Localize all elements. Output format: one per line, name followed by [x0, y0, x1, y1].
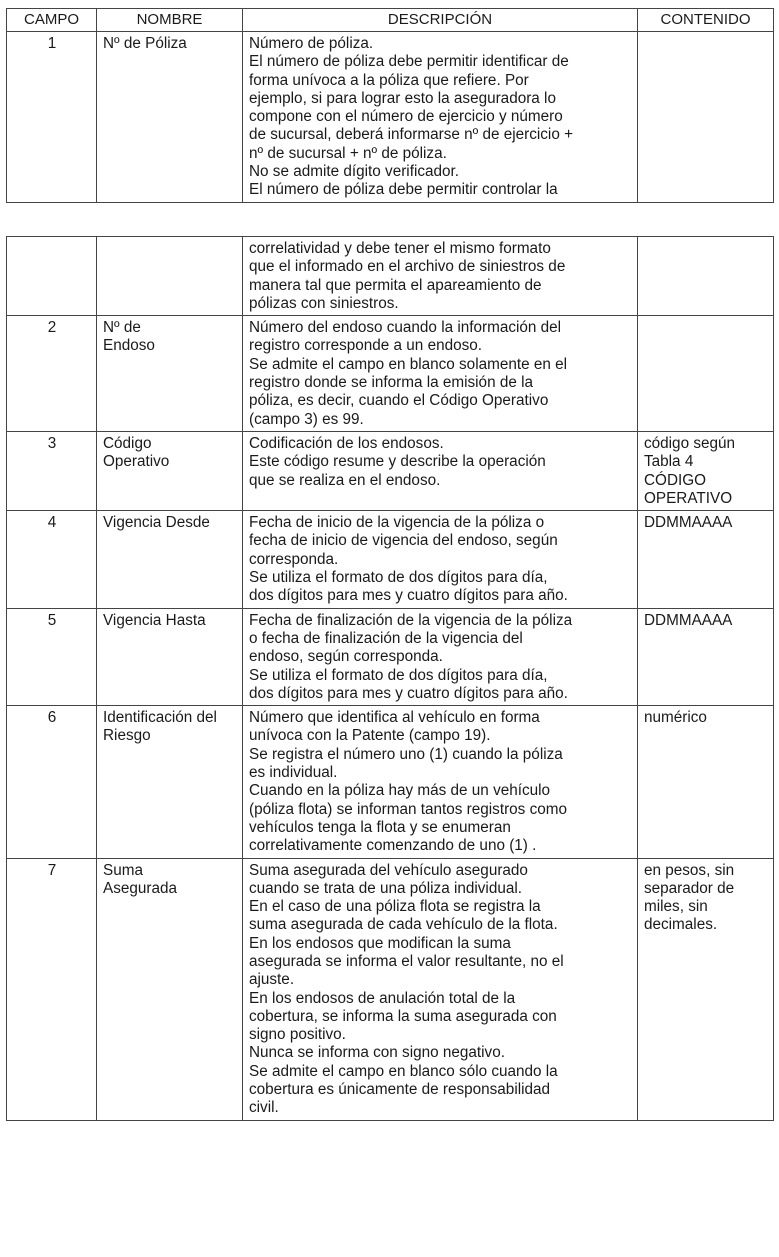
contenido-cell: [638, 316, 774, 432]
table-row: [7, 237, 774, 316]
descripcion-line: endoso, según corresponda.: [249, 648, 443, 666]
descripcion-line: corresponda.: [249, 550, 339, 568]
campo-cell: 1: [7, 32, 97, 203]
descripcion-line: correlativamente comenzando de uno (1) .: [249, 837, 537, 855]
descripcion-line: Se utiliza el formato de dos dígitos para día,: [249, 666, 548, 684]
descripcion-line: Número de póliza.: [249, 35, 374, 52]
descripcion-line: unívoca con la Patente (campo 19).: [249, 727, 491, 745]
campo-cell: [7, 237, 97, 316]
descripcion-line: Este código resume y describe la operación: [249, 453, 546, 471]
nombre-line: Vigencia Desde: [103, 514, 210, 532]
descripcion-line: correlatividad y debe tener el mismo formato: [249, 240, 551, 257]
nombre-cell: [97, 316, 243, 432]
descripcion-line: ajuste.: [249, 971, 295, 989]
nombre-line: Identificación del: [103, 709, 217, 727]
descripcion-line: En el caso de una póliza flota se registra la: [249, 898, 541, 916]
fields-table-part-1: [6, 8, 774, 203]
contenido-line: numérico: [644, 709, 707, 727]
contenido-line: código según: [644, 434, 736, 452]
contenido-cell: [638, 511, 774, 608]
campo-cell: 2: [7, 316, 97, 432]
descripcion-line: cuando se trata de una póliza individual.: [249, 879, 522, 897]
descripcion-line: Se utiliza el formato de dos dígitos para día,: [249, 569, 548, 587]
descripcion-line: manera tal que permita el apareamiento de: [249, 276, 542, 294]
descripcion-cell: [243, 511, 638, 608]
header-nombre: NOMBRE: [97, 9, 243, 32]
descripcion-line: signo positivo.: [249, 1026, 346, 1044]
descripcion-line: o fecha de finalización de la vigencia del: [249, 629, 523, 647]
contenido-line: miles, sin: [644, 898, 708, 916]
campo-cell: 4: [7, 511, 97, 608]
table-row: [7, 431, 774, 510]
descripcion-line: Fecha de inicio de la vigencia de la póliza o: [249, 514, 545, 532]
descripcion-line: civil.: [249, 1099, 279, 1117]
descripcion-line: Número que identifica al vehículo en forma: [249, 709, 540, 727]
descripcion-line: que el informado en el archivo de siniestros de: [249, 258, 566, 276]
descripcion-line: En los endosos que modifican la suma: [249, 934, 511, 952]
descripcion-line: registro corresponde a un endoso.: [249, 337, 483, 355]
descripcion-cell: [243, 316, 638, 432]
campo-cell: 3: [7, 431, 97, 510]
contenido-line: decimales.: [644, 916, 718, 934]
contenido-line: Tabla 4: [644, 453, 694, 471]
nombre-line: Nº de Póliza: [103, 35, 187, 52]
descripcion-cell: [243, 858, 638, 1120]
nombre-line: Nº de: [103, 319, 141, 337]
table-row: [7, 858, 774, 1120]
descripcion-line: El número de póliza debe permitir identificar de: [249, 53, 569, 71]
fields-table-part-2: [6, 236, 774, 1121]
descripcion-line: registro donde se informa la emisión de la: [249, 374, 533, 392]
nombre-cell: [97, 32, 243, 203]
descripcion-line: (campo 3) es 99.: [249, 410, 364, 428]
descripcion-line: vehículos tenga la flota y se enumeran: [249, 818, 511, 836]
nombre-cell: [97, 237, 243, 316]
header-contenido: CONTENIDO: [638, 9, 774, 32]
contenido-cell: [638, 706, 774, 858]
descripcion-line: Nunca se informa con signo negativo.: [249, 1044, 505, 1062]
header-campo: CAMPO: [7, 9, 97, 32]
table-row: [7, 706, 774, 858]
table-row: [7, 511, 774, 608]
descripcion-line: cobertura, se informa la suma asegurada con: [249, 1007, 557, 1025]
descripcion-line: (póliza flota) se informan tantos registros como: [249, 800, 567, 818]
descripcion-line: Cuando en la póliza hay más de un vehículo: [249, 782, 551, 800]
descripcion-line: Se registra el número uno (1) cuando la póliza: [249, 745, 563, 763]
contenido-cell: [638, 32, 774, 203]
descripcion-line: ejemplo, si para lograr esto la aseguradora lo: [249, 89, 556, 107]
nombre-cell: [97, 706, 243, 858]
descripcion-line: dos dígitos para mes y cuatro dígitos para año.: [249, 587, 568, 605]
nombre-line: Código: [103, 434, 152, 452]
header-descripcion: DESCRIPCIÓN: [243, 9, 638, 32]
descripcion-line: compone con el número de ejercicio y número: [249, 108, 563, 126]
nombre-cell: [97, 608, 243, 705]
nombre-line: Asegurada: [103, 879, 177, 897]
contenido-line: DDMMAAAA: [644, 514, 733, 532]
contenido-cell: [638, 237, 774, 316]
nombre-line: Operativo: [103, 453, 170, 471]
descripcion-line: dos dígitos para mes y cuatro dígitos para año.: [249, 684, 568, 702]
descripcion-line: que se realiza en el endoso.: [249, 471, 441, 489]
descripcion-line: El número de póliza debe permitir controlar la: [249, 181, 558, 199]
contenido-cell: [638, 608, 774, 705]
campo-cell: 7: [7, 858, 97, 1120]
contenido-line: DDMMAAAA: [644, 611, 733, 629]
nombre-line: Riesgo: [103, 727, 151, 745]
table-row: [7, 316, 774, 432]
contenido-line: separador de: [644, 879, 735, 897]
descripcion-line: es individual.: [249, 764, 338, 782]
descripcion-cell: [243, 706, 638, 858]
contenido-line: en pesos, sin: [644, 861, 735, 879]
table-row: [7, 608, 774, 705]
campo-cell: 6: [7, 706, 97, 858]
descripcion-line: póliza, es decir, cuando el Código Operativo: [249, 392, 549, 410]
descripcion-line: cobertura es únicamente de responsabilidad: [249, 1081, 551, 1099]
nombre-cell: [97, 431, 243, 510]
table-header-row: [7, 9, 774, 32]
descripcion-line: Número del endoso cuando la información del: [249, 319, 562, 337]
nombre-line: Vigencia Hasta: [103, 611, 206, 629]
descripcion-cell: [243, 431, 638, 510]
descripcion-cell: [243, 32, 638, 203]
contenido-line: CÓDIGO: [644, 471, 707, 489]
descripcion-line: Se admite el campo en blanco sólo cuando la: [249, 1062, 558, 1080]
descripcion-line: Se admite el campo en blanco solamente en el: [249, 355, 568, 373]
contenido-cell: [638, 858, 774, 1120]
descripcion-line: forma unívoca a la póliza que refiere. Por: [249, 71, 529, 89]
nombre-cell: [97, 511, 243, 608]
descripcion-line: En los endosos de anulación total de la: [249, 989, 516, 1007]
descripcion-line: Fecha de finalización de la vigencia de la póliza: [249, 611, 573, 629]
nombre-line: Suma: [103, 861, 143, 879]
descripcion-cell: [243, 237, 638, 316]
descripcion-line: pólizas con siniestros.: [249, 294, 399, 312]
nombre-cell: [97, 858, 243, 1120]
descripcion-line: nº de sucursal + nº de póliza.: [249, 144, 447, 162]
campo-cell: 5: [7, 608, 97, 705]
contenido-line: OPERATIVO: [644, 489, 733, 507]
descripcion-line: Codificación de los endosos.: [249, 434, 444, 452]
contenido-cell: [638, 431, 774, 510]
descripcion-line: No se admite dígito verificador.: [249, 163, 460, 181]
descripcion-line: suma asegurada de cada vehículo de la flota.: [249, 916, 558, 934]
descripcion-line: fecha de inicio de vigencia del endoso, según: [249, 532, 558, 550]
descripcion-line: asegurada se informa el valor resultante, no el: [249, 952, 564, 970]
table-row: [7, 32, 774, 203]
descripcion-line: de sucursal, deberá informarse nº de ejercicio +: [249, 126, 574, 144]
descripcion-cell: [243, 608, 638, 705]
nombre-line: Endoso: [103, 337, 155, 355]
descripcion-line: Suma asegurada del vehículo asegurado: [249, 861, 528, 879]
